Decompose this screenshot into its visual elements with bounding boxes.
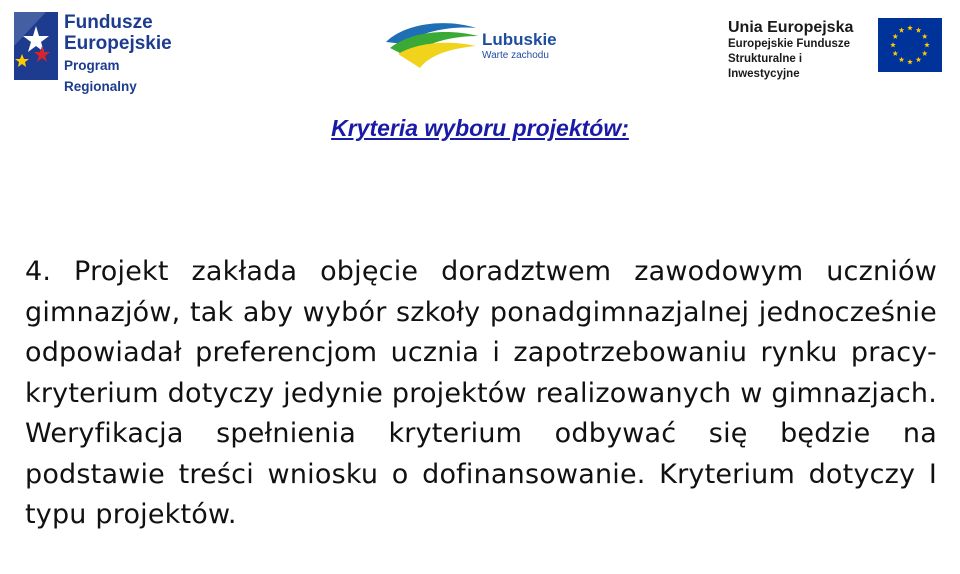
lubuskie-logo-tagline: Warte zachodu	[482, 50, 549, 61]
unia-europejska-logo	[728, 14, 948, 80]
fe-logo-line2: Europejskie	[64, 33, 172, 54]
fe-logo-line3: Program Regionalny	[64, 58, 137, 94]
criterion-paragraph: 4. Projekt zakłada objęcie doradztwem zawodowym uczniów gimnazjów, tak aby wybór szkoły ponadgimnazjalnej jednocześnie odpowiadał preferencjom ucznia i zapotrzebowaniu rynku pracy- kryterium dotyczy jedynie projektów realizowanych w gimnazjach. Weryfikacja spełnienia kryterium odbywać się będzie na podstawie treści wniosku o dofinansowanie. Kryterium dotyczy I typu projektów.	[25, 256, 937, 530]
fe-logo-line1: Fundusze	[64, 12, 153, 33]
lubuskie-logo	[384, 14, 574, 74]
page-title: Kryteria wyboru projektów:	[331, 115, 629, 141]
lubuskie-logo-name: Lubuskie	[482, 30, 557, 49]
fundusze-europejskie-logo	[12, 6, 192, 94]
eu-logo-line1: Unia Europejska	[728, 19, 854, 36]
eu-flag-icon	[878, 18, 942, 72]
eu-logo-line3: Strukturalne i Inwestycyjne	[728, 53, 803, 80]
eu-logo-line2: Europejskie Fundusze	[728, 38, 851, 50]
fe-stars-icon	[12, 6, 60, 82]
lubuskie-waves-icon	[384, 14, 480, 72]
